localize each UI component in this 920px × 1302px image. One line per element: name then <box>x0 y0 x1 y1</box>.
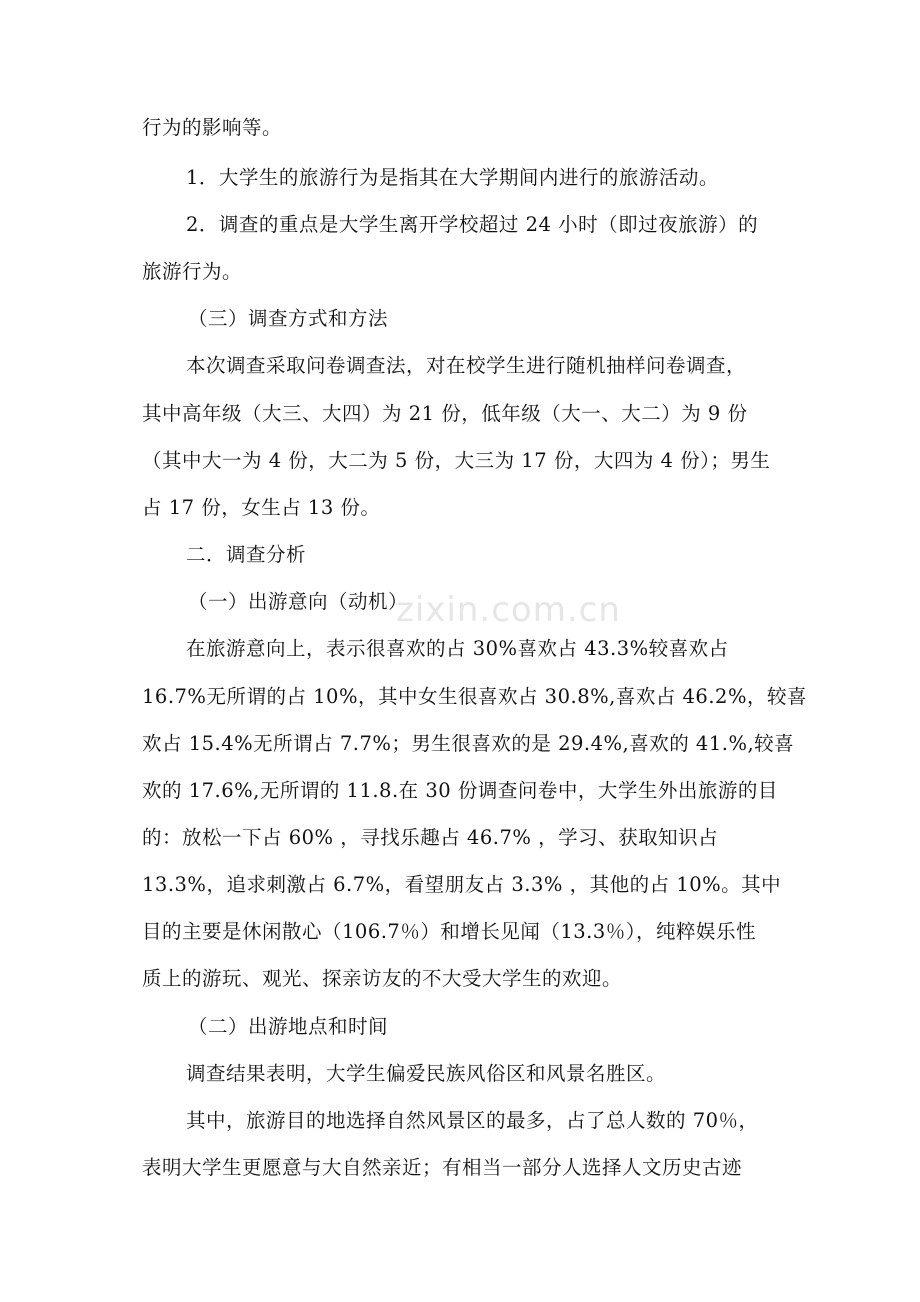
list-item-1: 1．大学生的旅游行为是指其在大学期间内进行的旅游活动。 <box>186 166 719 189</box>
paragraph-line: 占 17 份，女生占 13 份。 <box>142 496 381 519</box>
paragraph-line: 目的主要是休闲散心（106.7％）和增长见闻（13.3％），纯粹娱乐性 <box>142 920 756 943</box>
watermark: zixin.com.cn <box>396 590 621 630</box>
paragraph-line: （其中大一为 4 份，大二为 5 份，大三为 17 份，大四为 4 份）；男生 <box>142 449 771 472</box>
paragraph-line: 欢占 15.4%无所谓占 7.7%；男生很喜欢的是 29.4%,喜欢的 41.%,较喜 <box>142 732 795 755</box>
paragraph-line: 表明大学生更愿意与大自然亲近；有相当一部分人选择人文历史古迹 <box>142 1156 743 1179</box>
paragraph-line: 旅游行为。 <box>142 260 243 283</box>
paragraph-line: 其中，旅游目的地选择自然风景区的最多，占了总人数的 70％， <box>186 1109 759 1132</box>
list-item-2: 2．调查的重点是大学生离开学校超过 24 小时（即过夜旅游）的 <box>186 213 759 236</box>
section-heading: （二）出游地点和时间 <box>188 1015 389 1038</box>
paragraph-line: 本次调查采取问卷调查法，对在校学生进行随机抽样问卷调查， <box>186 354 747 377</box>
paragraph-line: 在旅游意向上，表示很喜欢的占 30%喜欢占 43.3%较喜欢占 <box>186 637 729 660</box>
paragraph-line: 调查结果表明，大学生偏爱民族风俗区和风景名胜区。 <box>186 1062 667 1085</box>
paragraph-line: 的：放松一下占 60% ，寻找乐趣占 46.7% ，学习、获取知识占 <box>142 826 719 849</box>
section-heading: （三）调查方式和方法 <box>188 307 389 330</box>
chapter-heading: 二．调查分析 <box>186 543 307 566</box>
paragraph-line: 13.3%，追求刺激占 6.7%，看望朋友占 3.3% ，其他的占 10%。其中 <box>142 873 782 896</box>
paragraph-line: 质上的游玩、观光、探亲访友的不大受大学生的欢迎。 <box>142 967 623 990</box>
paragraph-line: 欢的 17.6%,无所谓的 11.8.在 30 份调查问卷中，大学生外出旅游的目 <box>142 779 778 802</box>
paragraph-line: 16.7%无所谓的占 10%，其中女生很喜欢占 30.8%,喜欢占 46.2%，较喜 <box>142 685 807 708</box>
paragraph-line: 其中高年级（大三、大四）为 21 份，低年级（大一、大二）为 9 份 <box>142 402 748 425</box>
paragraph-line: 行为的影响等。 <box>142 116 283 139</box>
section-heading: （一）出游意向（动机） <box>188 590 409 613</box>
